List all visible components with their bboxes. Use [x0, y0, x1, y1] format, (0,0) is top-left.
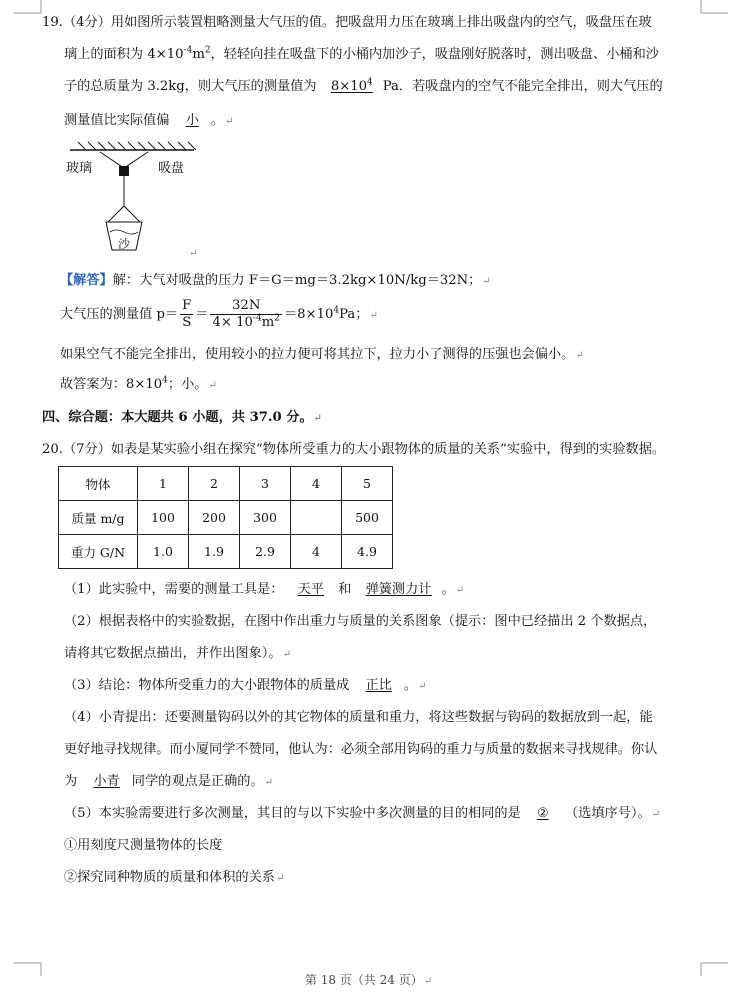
q20-part-2-text-2: 请将其它数据点描出，并作出图象）。	[64, 646, 282, 661]
q20-intro-text: 20.（7分）如表是某实验小组在探究“物体所受重力的大小跟物体的质量的关系”实验中，得到的实验数据。	[42, 442, 666, 457]
page-number: 第 18 页（共 24 页）	[304, 973, 423, 987]
table-row	[59, 535, 393, 569]
q20-part-3-text: （3）结论：物体所受重力的大小跟物体的质量成	[64, 678, 350, 693]
q20-answer-tool-2: 弹簧测力计	[365, 582, 432, 597]
table-cell: 4	[291, 535, 342, 569]
table-cell	[291, 501, 342, 535]
section-heading	[42, 409, 322, 428]
q20-part-4-text-4: 同学的观点是正确的。	[131, 774, 264, 789]
table-cell: 2.9	[240, 535, 291, 569]
q19-line-1	[42, 14, 652, 32]
paragraph-mark: ↵	[282, 649, 291, 660]
q20-part-4-text-2: 更好地寻找规律。而小厦同学不赞同，他认为：必须全部用钩码的重力与质量的数据来寻找规律。你认	[64, 742, 658, 757]
q20-option-2-text: ②探究同种物质的质量和体积的关系	[64, 870, 275, 885]
solution-tag: 【解答】	[60, 273, 113, 288]
q20-answer-proportional: 正比	[365, 678, 392, 693]
paragraph-mark: ↵	[418, 681, 427, 692]
table-cell: 4	[291, 467, 342, 501]
q20-part-2-line-2	[64, 645, 291, 664]
table-header-cell: 质量 m/g	[59, 501, 138, 535]
paragraph-mark: ↵	[313, 413, 323, 424]
table-cell: 1	[138, 467, 189, 501]
paragraph-mark: ↵	[651, 809, 661, 820]
q20-option-1	[64, 837, 222, 855]
figure-label-suction-cup: 吸盘	[158, 161, 185, 176]
figure-label-sand: 沙	[118, 237, 131, 251]
q20-part-1-end: 。	[441, 582, 455, 597]
q19-solution-text-1: 解：大气对吸盘的压力 F＝G＝mg＝3.2kg×10N/kg＝32N；	[112, 273, 482, 288]
table-cell: 1.9	[189, 535, 240, 569]
table-cell: 4.9	[342, 535, 393, 569]
q19-answer-1	[321, 79, 383, 94]
q19-text-1: 19.（4分）用如图所示装置粗略测量大气压的值。把吸盘用力压在玻璃上排出吸盘内的空气，吸盘压在玻	[42, 15, 652, 30]
paragraph-mark: ↵	[455, 585, 465, 596]
q19-solution-line-2	[60, 298, 378, 333]
q20-intro	[42, 441, 665, 459]
fraction-denominator: S	[182, 315, 192, 330]
fraction-numerator: F	[182, 298, 192, 313]
table-cell: 100	[138, 501, 189, 535]
q20-answer-option: ②	[536, 806, 549, 821]
q19-text-2c: ，轻轻向挂在吸盘下的小桶内加沙子，吸盘刚好脱落时，测出吸盘、小桶和沙	[210, 47, 659, 62]
fraction-value	[210, 298, 281, 331]
q20-part-4-line-3	[64, 773, 273, 792]
paragraph-mark: ↵	[575, 350, 584, 361]
q19-solution-sup: 4	[162, 375, 168, 386]
fraction-den-unit: m	[261, 315, 275, 330]
table-cell: 200	[189, 501, 240, 535]
q20-part-1-and: 和	[338, 582, 352, 597]
table-cell: 500	[342, 501, 393, 535]
q20-part-2-text-1: （2）根据表格中的实验数据，在图中作出重力与质量的关系图象（提示：图中已经描出 2 个数据点，	[64, 614, 657, 629]
q19-solution-sup: 4	[333, 305, 340, 316]
paragraph-mark: ↵	[189, 248, 198, 259]
fraction-den-sup: 2	[274, 313, 280, 324]
paragraph-mark: ↵	[276, 873, 285, 884]
q19-text-4b: 。	[210, 113, 225, 128]
q20-part-1-text: （1）此实验中，需要的测量工具是：	[64, 582, 284, 597]
q19-solution-text-3: 如果空气不能完全排出，使用较小的拉力便可将其拉下，拉力小了测得的压强也会偏小。	[60, 347, 575, 362]
q20-part-3-end: 。	[403, 678, 418, 693]
q19-sup: 2	[204, 45, 211, 56]
q19-line-3	[64, 78, 663, 96]
q19-text-4a: 测量值比实际值偏	[64, 113, 170, 128]
q19-solution-line-4	[60, 376, 217, 395]
paragraph-mark: ↵	[264, 777, 274, 788]
q20-option-1-text: ①用刻度尺测量物体的长度	[64, 838, 223, 853]
q19-answer-1-sup: 4	[367, 77, 373, 88]
suction-cup-figure	[64, 140, 214, 260]
equals-sign: ＝	[195, 307, 209, 322]
q19-text-3b: Pa．若吸盘内的空气不能完全排出，则大气压的	[382, 79, 663, 94]
q19-answer-2: 小	[185, 113, 199, 128]
q19-line-2	[64, 46, 659, 64]
table-header-cell: 物体	[59, 467, 138, 501]
q20-part-1	[64, 581, 464, 600]
page-footer	[0, 971, 737, 988]
paragraph-mark: ↵	[482, 276, 491, 287]
q20-part-4-line-1	[64, 709, 653, 727]
paragraph-mark: ↵	[208, 380, 217, 391]
q19-solution-text-2a: 大气压的测量值 p＝	[60, 307, 179, 322]
q19-line-4	[64, 112, 233, 131]
fraction-den-text: 4× 10	[212, 315, 253, 330]
table-row	[59, 467, 393, 501]
fraction-f-over-s	[180, 298, 193, 331]
q20-part-2-line-1	[64, 613, 656, 631]
table-cell: 1.0	[138, 535, 189, 569]
q19-text-3a: 子的总质量为 3.2kg，则大气压的测量值为	[64, 79, 317, 94]
q19-solution-text-4a: 故答案为：8×10	[60, 377, 163, 392]
table-header-cell: 重力 G/N	[59, 535, 138, 569]
section-heading-text: 四、综合题：本大题共 6 小题，共 37.0 分。	[42, 410, 313, 425]
q19-answer-1-text: 8×10	[330, 79, 368, 94]
q19-solution-line-3	[60, 346, 584, 365]
q19-text-2a: 璃上的面积为 4×10	[64, 47, 184, 62]
fraction-den-sup: -4	[252, 313, 262, 324]
q20-part-4-text-3: 为	[64, 774, 78, 789]
paragraph-mark: ↵	[423, 976, 433, 987]
q20-option-2	[64, 869, 284, 888]
q19-solution-text-2c: Pa；	[339, 307, 369, 322]
q20-answer-student: 小青	[93, 774, 120, 789]
corner-mark-top-right	[700, 0, 728, 14]
q19-text-2b: m	[192, 47, 205, 62]
table-cell: 5	[342, 467, 393, 501]
q19-solution-text-4b: ；小。	[167, 377, 208, 392]
paragraph-mark: ↵	[369, 310, 378, 321]
fraction-denominator	[210, 315, 281, 331]
q20-part-4-line-2	[64, 741, 657, 759]
q20-answer-tool-1: 天平	[297, 582, 324, 597]
table-row	[59, 501, 393, 535]
figure-label-glass: 玻璃	[66, 161, 93, 176]
table-cell: 2	[189, 467, 240, 501]
paragraph-mark: ↵	[225, 116, 234, 127]
q20-part-3	[64, 677, 426, 696]
q20-part-4-text-1: （4）小青提出：还要测量钩码以外的其它物体的质量和重力，将这些数据与钩码的数据放到一起，能	[64, 710, 653, 725]
table-cell: 300	[240, 501, 291, 535]
q19-solution-text-2b: ＝8×10	[283, 307, 334, 322]
q20-part-5-end: （选填序号）。	[565, 806, 651, 821]
corner-mark-top-left	[14, 0, 42, 14]
q20-part-5-text: （5）本实验需要进行多次测量，其目的与以下实验中多次测量的目的相同的是	[64, 806, 521, 821]
fraction-numerator: 32N	[210, 298, 281, 315]
q19-solution-line-1	[60, 272, 491, 291]
data-table	[58, 466, 393, 569]
q19-sup: -4	[183, 45, 193, 56]
table-cell: 3	[240, 467, 291, 501]
q20-part-5	[64, 805, 660, 824]
